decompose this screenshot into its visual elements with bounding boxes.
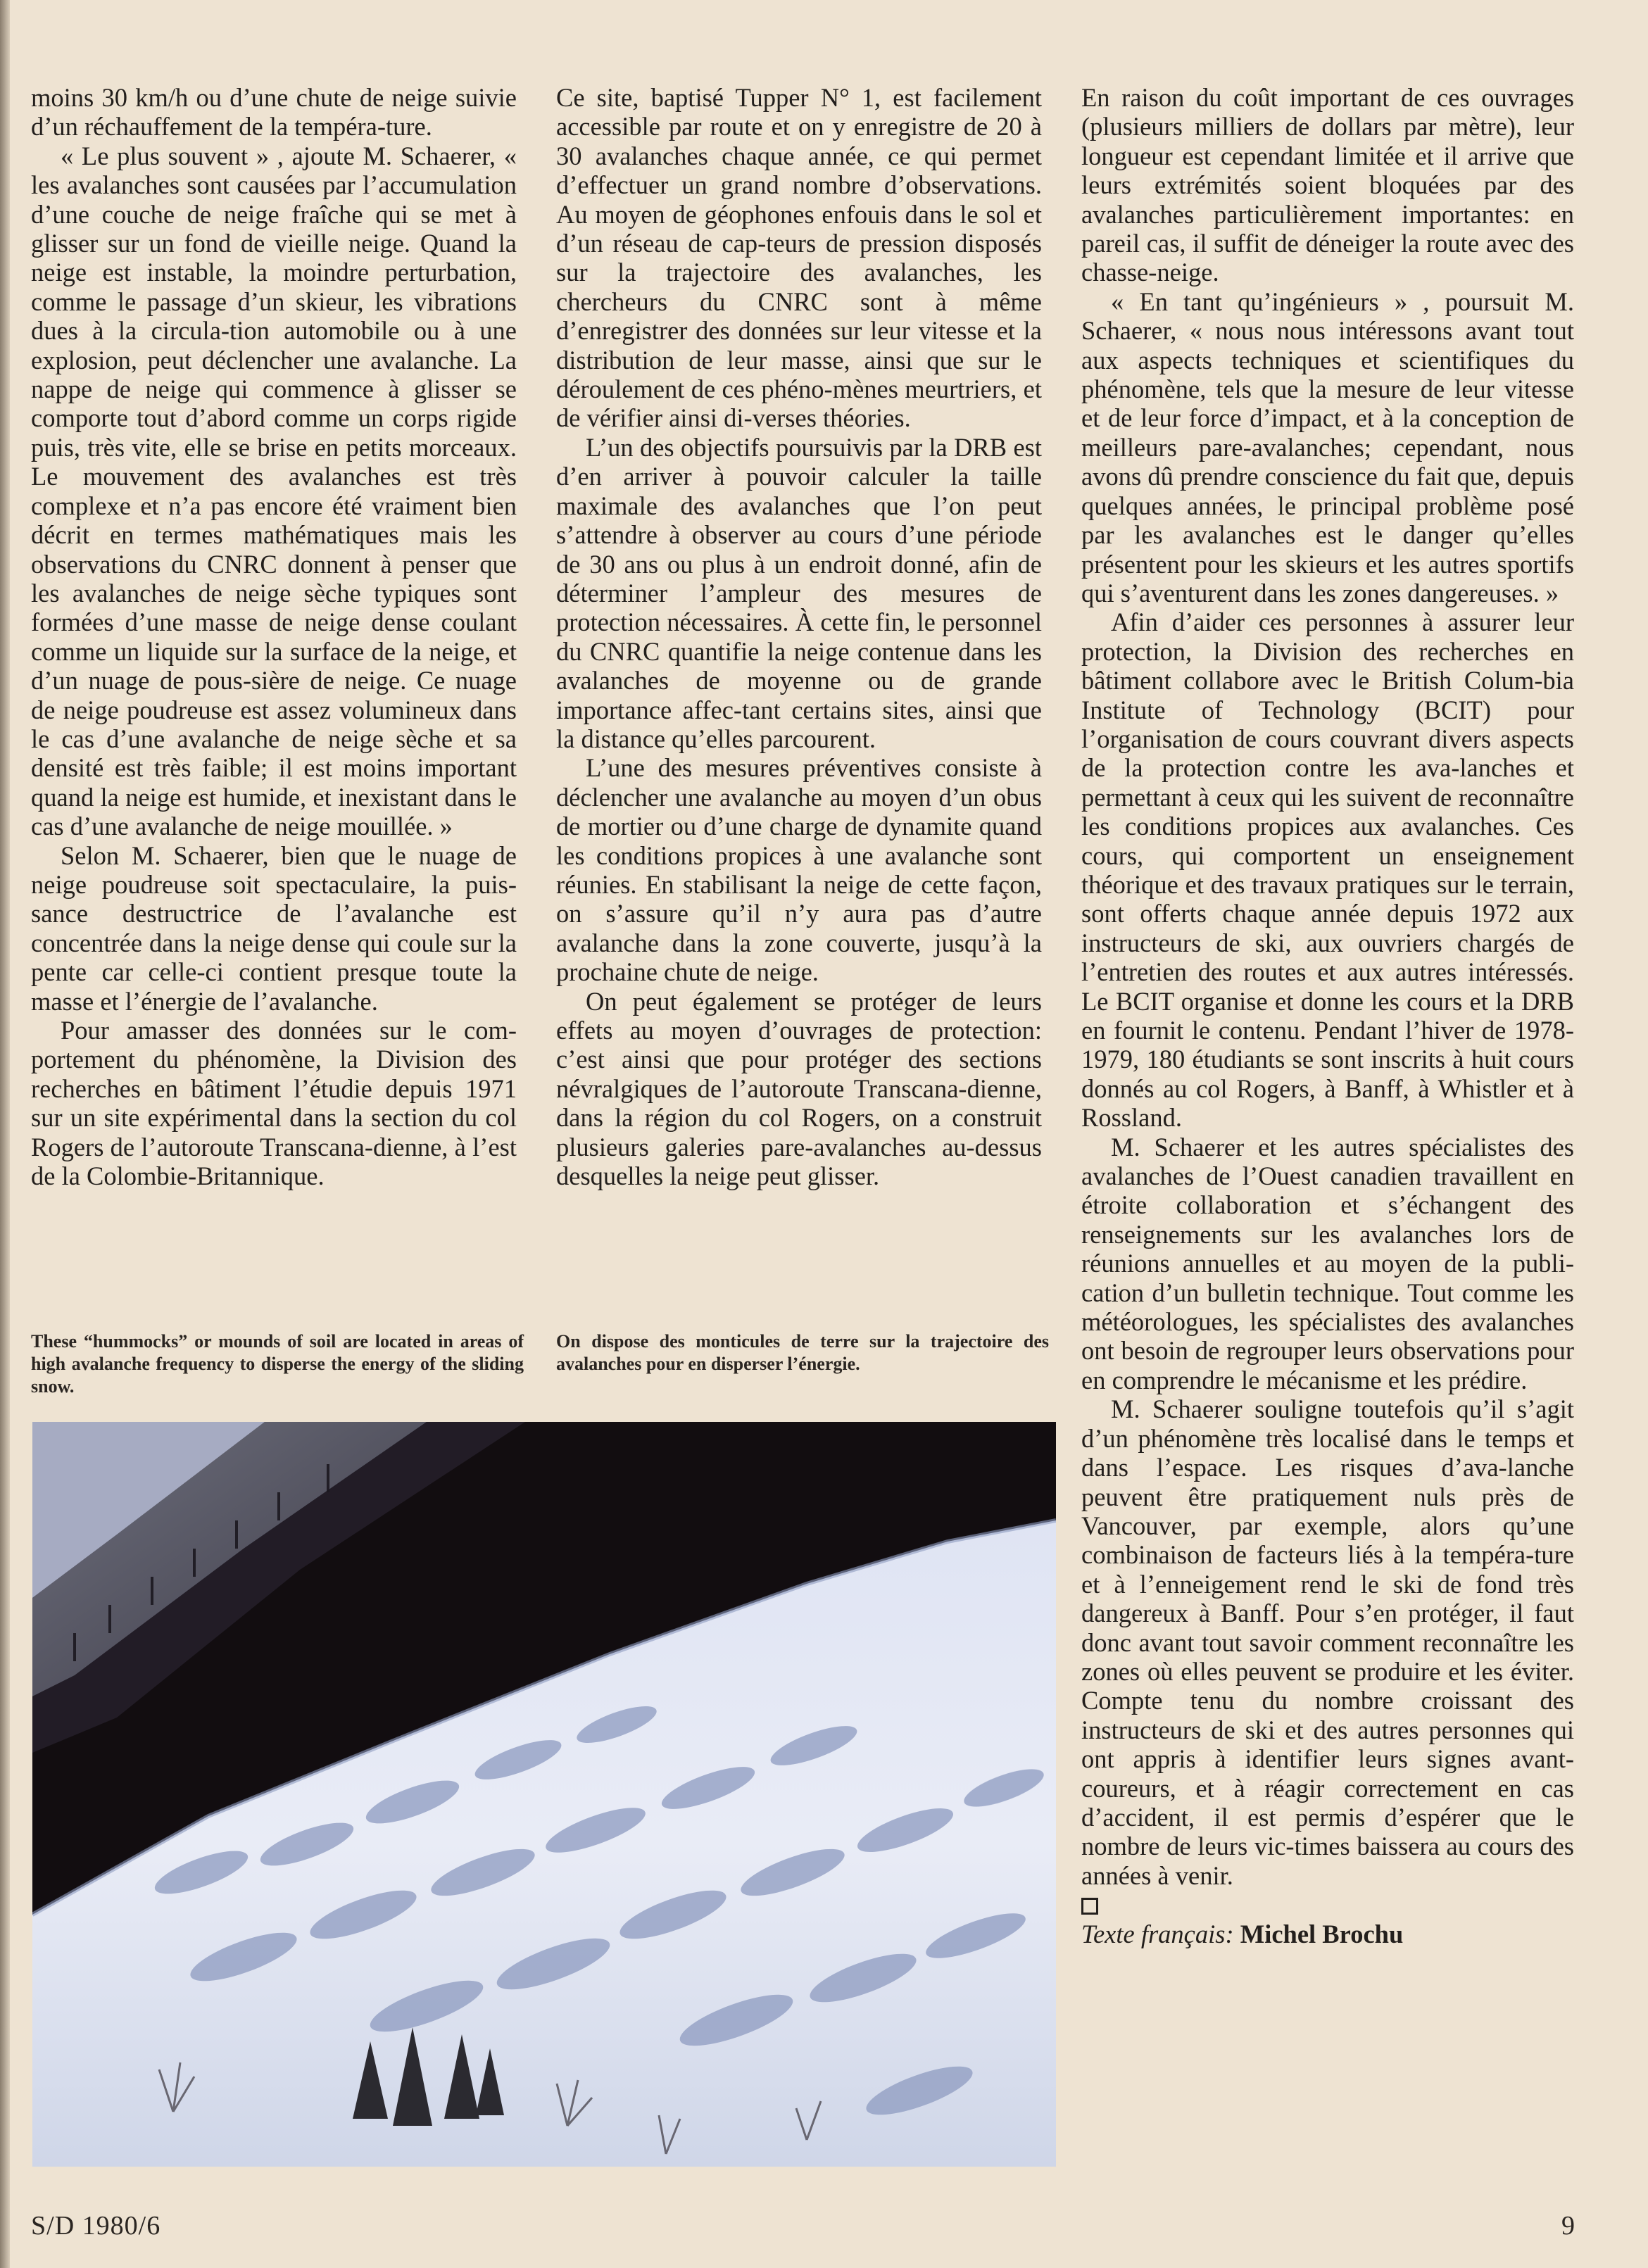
paragraph: « Le plus souvent » , ajoute M. Schaerer, « les avalanches sont causées par l’accumulation d’une couche de neige fraîche qui se met à glisser sur un fond de vieille neige. Quand la neige est instable, la moindre perturbation, comme le passage d’un skieur, les vibrations dues à la circula-tion automobile ou à une explosion, peut déclencher une avalanche. La nappe de neige qui commence à glisser se comporte tout d’abord comme un corps rigide puis, très vite, elle se brise en petits morceaux. Le mouvement des avalanches est très complexe et n’a pas encore été vraiment bien décrit en termes mathématiques mais les observations du CNRC donnent à penser que les avalanches de neige sèche typiques sont formées d’une masse de neige dense coulant comme un liquide sur la surface de la neige, et d’un nuage de pous-sière de neige. Ce nuage de neige poudreuse est assez volumineux dans le cas d’une avalanche de neige sèche et sa densité est très faible; il est moins important quand la neige est humide, et inexistant dans le cas d’une avalanche de neige mouillée. » bbox=[31, 141, 517, 841]
paragraph: L’une des mesures préventives consiste à déclencher une avalanche au moyen d’un obus de mortier ou d’une charge de dynamite quand les conditions propices à une avalanche sont réunies. En stabilisant la neige de cette façon, on s’assure qu’il n’y aura pas d’autre avalanche dans la zone couverte, jusqu’à la prochaine chute de neige. bbox=[556, 753, 1042, 987]
paragraph: En raison du coût important de ces ouvrages (plusieurs milliers de dollars par mètre), leur longueur est cependant limitée et il arrive que leurs extrémités soient bloquées par des avalanches particulièrement importantes: en pareil cas, il suffit de déneiger la route avec des chasse-neige. bbox=[1081, 83, 1574, 287]
avalanche-hummocks-photo bbox=[32, 1422, 1056, 2167]
paragraph: M. Schaerer et les autres spécialistes des avalanches de l’Ouest canadien travaillent en étroite collaboration et s’échangent des renseignements sur les avalanches lors de réunions annuelles et au moyen de la publi-cation d’un bulletin technique. Tout comme les météorologues, les spécialistes des avalanches ont besoin de regrouper leurs observations pour en comprendre le mécanisme et les prédire. bbox=[1081, 1132, 1574, 1394]
end-square-icon bbox=[1081, 1898, 1098, 1915]
paragraph: Selon M. Schaerer, bien que le nuage de neige poudreuse soit spectaculaire, la puis-sance destructrice de l’avalanche est concentrée dans la neige dense qui coule sur la pente car celle-ci contient presque toute la masse et l’énergie de l’avalanche. bbox=[31, 840, 517, 1016]
text-column-3 bbox=[1081, 83, 1574, 1948]
paragraph: moins 30 km/h ou d’une chute de neige suivie d’un réchauffement de la tempéra-ture. bbox=[31, 83, 517, 141]
paragraph: Pour amasser des données sur le com-portement du phénomène, la Division des recherches en bâtiment l’étudie depuis 1971 sur un site expérimental dans la section du col Rogers de l’autoroute Transcana-dienne, à l’est de la Colombie-Britannique. bbox=[31, 1016, 517, 1191]
photo-caption-english: These “hummocks” or mounds of soil are located in areas of high avalanche frequency to disperse the energy of the sliding snow. bbox=[31, 1331, 524, 1397]
photo-caption-french: On dispose des monticules de terre sur la trajectoire des avalanches pour en disperser l’énergie. bbox=[556, 1331, 1049, 1374]
paragraph: Afin d’aider ces personnes à assurer leur protection, la Division des recherches en bâtiment collabore avec le British Colum-bia Institute of Technology (BCIT) pour l’organisation de cours couvrant divers aspects de la protection contre les ava-lanches et permettant à ceux qui les suivent de reconnaître les conditions propices aux avalanches. Ces cours, qui comportent un enseignement théorique et des travaux pratiques sur le terrain, sont offerts chaque année depuis 1972 aux instructeurs de ski, aux ouvriers chargés de l’entretien des routes et aux autres intéressés. Le BCIT organise et donne les cours et la DRB en fournit le contenu. Pendant l’hiver de 1978-1979, 180 étudiants se sont inscrits à huit cours donnés au col Rogers, à Banff, à Whistler et à Rossland. bbox=[1081, 607, 1574, 1133]
text-column-2 bbox=[556, 83, 1042, 1190]
credit-role: Texte français: bbox=[1081, 1919, 1234, 1948]
paragraph: « En tant qu’ingénieurs » , poursuit M. Schaerer, « nous nous intéressons avant tout aux aspects techniques et scientifiques du phénomène, tels que la mesure de leur vitesse et de leur force d’impact, et à la conception de meilleurs pare-avalanches; cependant, nous avons dû prendre conscience du fait que, depuis quelques années, le principal problème posé par les avalanches est le danger qu’elles présentent pour les skieurs et les autres sportifs qui s’aventurent dans les zones dangereuses. » bbox=[1081, 286, 1574, 607]
page-number: 9 bbox=[1561, 2211, 1575, 2241]
paragraph: L’un des objectifs poursuivis par la DRB est d’en arriver à pouvoir calculer la taille maximale des avalanches que l’on peut s’attendre à observer au cours d’une période de 30 ans ou plus à un endroit donné, afin de déterminer l’ampleur des mesures de protection nécessaires. À cette fin, le personnel du CNRC quantifie la neige contenue dans les avalanches de moyenne ou de grande importance affec-tant certains sites, ainsi que la distance qu’elles parcourent. bbox=[556, 432, 1042, 753]
end-mark bbox=[1081, 1890, 1574, 1919]
issue-footer: S/D 1980/6 bbox=[31, 2211, 161, 2241]
paragraph: M. Schaerer souligne toutefois qu’il s’agit d’un phénomène très localisé dans le temps et dans l’espace. Les risques d’ava-lanche peuvent être pratiquement nuls près de Vancouver, par exemple, alors qu’une combinaison de facteurs liés à la tempéra-ture et à l’enneigement rend le ski de fond très dangereux à Banff. Pour s’en protéger, il faut donc avant tout savoir comment reconnaître les zones où elles peuvent se produire et les éviter. Compte tenu du nombre croissant des instructeurs de ski et des autres personnes qui ont appris à identifier leurs signes avant-coureurs, et à réagir correctement en cas d’accident, il est permis d’espérer que le nombre de leurs vic-times baissera au cours des années à venir. bbox=[1081, 1394, 1574, 1890]
paragraph: On peut également se protéger de leurs effets au moyen d’ouvrages de protection: c’est ainsi que pour protéger des sections névralgiques de l’autoroute Transcana-dienne, dans la région du col Rogers, on a construit plusieurs galeries pare-avalanches au-dessus desquelles la neige peut glisser. bbox=[556, 986, 1042, 1191]
translation-credit bbox=[1081, 1920, 1574, 1948]
text-column-1 bbox=[31, 83, 517, 1190]
paragraph: Ce site, baptisé Tupper N° 1, est facilement accessible par route et on y enregistre de 20 à 30 avalanches chaque année, ce qui permet d’effectuer un grand nombre d’observations. Au moyen de géophones enfouis dans le sol et d’un réseau de cap-teurs de pression disposés sur la trajectoire des avalanches, les chercheurs du CNRC sont à même d’enregistrer des données sur leur vitesse et la distribution de leur masse, ainsi que sur le déroulement de ces phéno-mènes meurtriers, et de vérifier ainsi di-verses théories. bbox=[556, 83, 1042, 433]
page-gutter-shadow bbox=[0, 0, 10, 2268]
credit-name: Michel Brochu bbox=[1240, 1919, 1404, 1948]
